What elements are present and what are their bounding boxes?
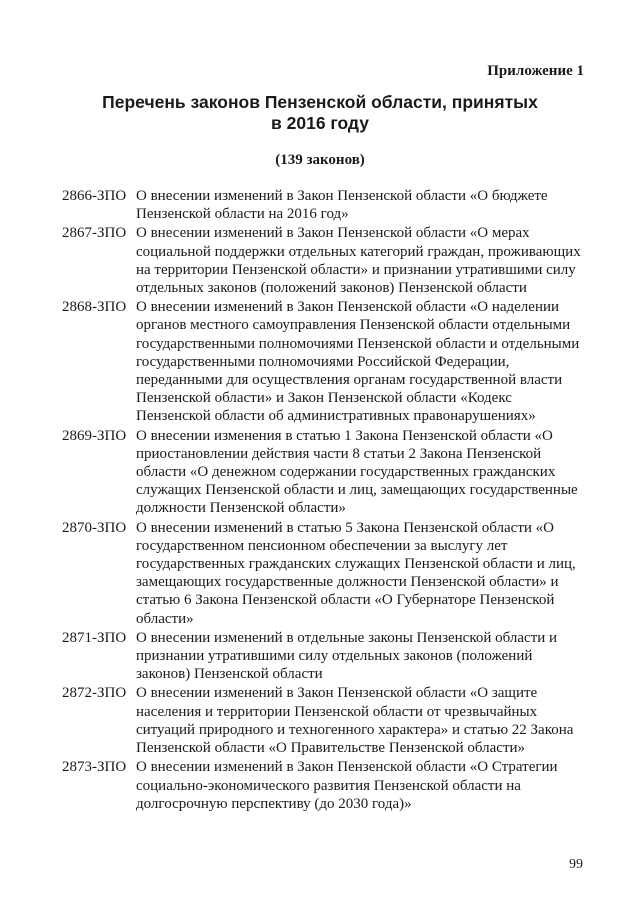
law-item — [62, 298, 587, 425]
law-item — [62, 187, 587, 223]
law-title: О внесении изменений в отдельные законы Пензенской области и признании утратившими силу отдельных законов (положений законов) Пензенской области — [136, 629, 558, 683]
law-title: О внесении изменений в Закон Пензенской области «О наделении органов местного самоуправления Пензенской области отдельными государственными полномочиями Пензенской области и отдельными государственными полномочиями Российской Федерации, переданными для осуществления органам государственной власти Пензенской области» и Закон Пензенской области «Кодекс Пензенской области об административных правонарушениях» — [136, 299, 580, 425]
law-title: О внесении изменений в Закон Пензенской области «О бюджете Пензенской области на 2016 год» — [136, 188, 548, 223]
law-item — [62, 758, 587, 813]
law-title: О внесении изменения в статью 1 Закона Пензенской области «О приостановлении действия части 8 статьи 2 Закона Пензенской области «О денежном содержании государственных гражданских служащих Пензенской области и лиц, замещающих государственные должности Пензенской области» — [136, 427, 578, 517]
law-item — [62, 684, 587, 757]
law-number: 2868-ЗПО — [62, 299, 127, 316]
law-number: 2872-ЗПО — [62, 685, 127, 702]
law-title: О внесении изменений в Закон Пензенской области «О Стратегии социально-экономического развития Пензенской области на долгосрочную перспективу (до 2030 года)» — [136, 759, 558, 812]
laws-count: (139 законов) — [275, 152, 365, 168]
law-number: 2866-ЗПО — [62, 188, 127, 204]
law-number: 2867-ЗПО — [62, 225, 127, 242]
appendix-label: Приложение 1 — [487, 63, 584, 79]
law-item — [62, 224, 587, 297]
law-title: О внесении изменений в Закон Пензенской области «О защите населения и территории Пензенской области от чрезвычайных ситуаций природного и техногенного характера» и статью 22 Закона Пензенской области «О Правительстве Пензенской области» — [136, 685, 574, 757]
page-number: 99 — [569, 857, 583, 872]
title-line-1: Перечень законов Пензенской области, принятых — [102, 92, 538, 112]
law-number: 2871-ЗПО — [62, 629, 127, 646]
page-title — [0, 92, 640, 134]
title-line-2: в 2016 году — [271, 113, 369, 133]
law-item — [62, 519, 587, 628]
law-number: 2873-ЗПО — [62, 759, 127, 776]
law-title: О внесении изменений в Закон Пензенской области «О мерах социальной поддержки отдельных категорий граждан, проживающих на территории Пензенской области» и признании утратившими силу отдельных законов (положений законов) Пензенской области — [136, 225, 581, 297]
law-item — [62, 629, 587, 684]
law-number: 2870-ЗПО — [62, 519, 127, 536]
law-title: О внесении изменений в статью 5 Закона Пензенской области «О государственном пенсионном обеспечении за выслугу лет государственных гражданских служащих Пензенской области и лиц, замещающих государственные должности Пензенской области» и статью 6 Закона Пензенской области «О Губернаторе Пензенской области» — [136, 519, 576, 627]
laws-list — [62, 187, 587, 814]
law-item — [62, 427, 587, 518]
law-number: 2869-ЗПО — [62, 427, 127, 444]
